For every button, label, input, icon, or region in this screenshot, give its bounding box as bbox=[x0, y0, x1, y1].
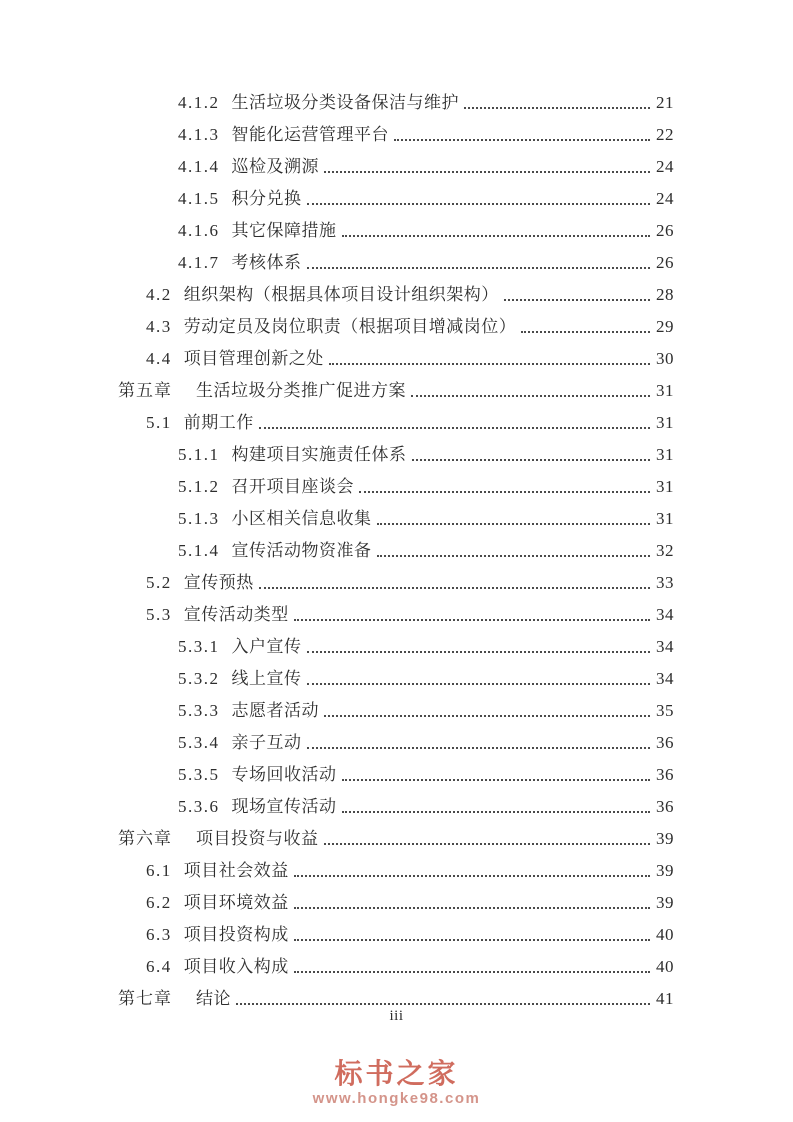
toc-page-number: 21 bbox=[656, 93, 674, 113]
toc-entry-title: 项目环境效益 bbox=[183, 893, 289, 913]
toc-entry-title: 积分兑换 bbox=[231, 189, 302, 209]
toc-dot-leader bbox=[342, 235, 651, 237]
toc-page-number: 36 bbox=[656, 797, 674, 817]
toc-entry-number: 5.3.3 bbox=[178, 701, 220, 721]
toc-entry-title: 项目管理创新之处 bbox=[183, 349, 324, 369]
toc-entry-number: 4.3 bbox=[146, 317, 172, 337]
toc-entry-number: 4.1.6 bbox=[178, 221, 220, 241]
toc-dot-leader bbox=[411, 395, 650, 397]
toc-entry-title: 生活垃圾分类设备保洁与维护 bbox=[231, 93, 459, 113]
toc-entry-number: 5.3 bbox=[146, 605, 172, 625]
toc-entry-title: 现场宣传活动 bbox=[231, 797, 337, 817]
watermark-logo-text: 标书之家 bbox=[334, 1058, 459, 1089]
toc-page-number: 41 bbox=[656, 989, 674, 1009]
toc-entry-title: 巡检及溯源 bbox=[231, 157, 319, 177]
toc-entry-number: 4.1.2 bbox=[178, 93, 220, 113]
toc-dot-leader bbox=[394, 139, 650, 141]
toc-dot-leader bbox=[329, 363, 650, 365]
toc-dot-leader bbox=[307, 267, 651, 269]
toc-entry-title: 宣传活动物资准备 bbox=[231, 541, 372, 561]
toc-page-number: 34 bbox=[656, 637, 674, 657]
toc-dot-leader bbox=[359, 491, 650, 493]
watermark-url: www.hongke98.com bbox=[312, 1090, 481, 1108]
toc-page-number: 39 bbox=[656, 893, 674, 913]
toc-entry-title: 劳动定员及岗位职责（根据项目增减岗位） bbox=[183, 317, 517, 337]
toc-entry-title: 前期工作 bbox=[183, 413, 254, 433]
toc-entry-title: 项目收入构成 bbox=[183, 957, 289, 977]
toc-page-number: 39 bbox=[656, 829, 674, 849]
toc-entry[interactable] bbox=[118, 503, 674, 535]
toc-dot-leader bbox=[377, 523, 651, 525]
toc-dot-leader bbox=[259, 587, 650, 589]
toc-page-number: 28 bbox=[656, 285, 674, 305]
toc-entry-number: 5.3.6 bbox=[178, 797, 220, 817]
toc-page-number: 31 bbox=[656, 509, 674, 529]
toc-entry-number: 第七章 bbox=[118, 989, 172, 1009]
toc-dot-leader bbox=[294, 971, 650, 973]
toc-page-number: 40 bbox=[656, 925, 674, 945]
toc-dot-leader bbox=[307, 651, 651, 653]
toc-dot-leader bbox=[377, 555, 651, 557]
toc-entry-title: 构建项目实施责任体系 bbox=[231, 445, 407, 465]
toc-entry-number: 5.1.1 bbox=[178, 445, 220, 465]
toc-entry[interactable] bbox=[118, 663, 674, 695]
toc-entry-number: 4.1.3 bbox=[178, 125, 220, 145]
toc-page-number: 30 bbox=[656, 349, 674, 369]
toc-entry-number: 4.1.4 bbox=[178, 157, 220, 177]
toc-entry[interactable] bbox=[118, 215, 674, 247]
toc-dot-leader bbox=[294, 875, 650, 877]
toc-entry[interactable] bbox=[118, 599, 674, 631]
toc-entry[interactable] bbox=[118, 791, 674, 823]
toc-entry-number: 4.1.7 bbox=[178, 253, 220, 273]
toc-page-number: 36 bbox=[656, 733, 674, 753]
toc-entry-title: 项目投资构成 bbox=[183, 925, 289, 945]
toc-entry[interactable] bbox=[118, 471, 674, 503]
toc-entry-title: 结论 bbox=[196, 989, 231, 1009]
toc-page-number: 32 bbox=[656, 541, 674, 561]
toc-page-number: 22 bbox=[656, 125, 674, 145]
toc-entry[interactable] bbox=[118, 311, 674, 343]
toc-entry-title: 项目投资与收益 bbox=[196, 829, 319, 849]
toc-page-number: 35 bbox=[656, 701, 674, 721]
toc-entry-number: 4.4 bbox=[146, 349, 172, 369]
toc-page-number: 34 bbox=[656, 669, 674, 689]
toc-dot-leader bbox=[294, 907, 650, 909]
toc-entry[interactable] bbox=[118, 247, 674, 279]
toc-entry-number: 6.4 bbox=[146, 957, 172, 977]
toc-dot-leader bbox=[307, 683, 651, 685]
toc-entry[interactable] bbox=[118, 535, 674, 567]
toc-entry-title: 专场回收活动 bbox=[231, 765, 337, 785]
toc-dot-leader bbox=[342, 811, 651, 813]
toc-entry-title: 智能化运营管理平台 bbox=[231, 125, 389, 145]
toc-dot-leader bbox=[412, 459, 651, 461]
toc-page-number: 39 bbox=[656, 861, 674, 881]
toc-entry-number: 5.2 bbox=[146, 573, 172, 593]
toc-entry-number: 5.3.2 bbox=[178, 669, 220, 689]
toc-page-number: 24 bbox=[656, 157, 674, 177]
toc-entry[interactable] bbox=[118, 87, 674, 119]
toc-dot-leader bbox=[294, 619, 650, 621]
toc-entry-number: 第五章 bbox=[118, 381, 172, 401]
toc-entry-title: 组织架构（根据具体项目设计组织架构） bbox=[183, 285, 499, 305]
toc-entry[interactable] bbox=[118, 375, 674, 407]
toc-entry[interactable] bbox=[118, 855, 674, 887]
toc-page-number: 26 bbox=[656, 253, 674, 273]
toc-page-number: 31 bbox=[656, 445, 674, 465]
toc-entry-title: 生活垃圾分类推广促进方案 bbox=[196, 381, 406, 401]
toc-dot-leader bbox=[307, 203, 651, 205]
toc-entry[interactable] bbox=[118, 407, 674, 439]
toc-dot-leader bbox=[236, 1003, 650, 1005]
toc-dot-leader bbox=[464, 107, 650, 109]
toc-entry-title: 项目社会效益 bbox=[183, 861, 289, 881]
toc-entry[interactable] bbox=[118, 951, 674, 983]
toc-entry-number: 5.3.5 bbox=[178, 765, 220, 785]
toc-entry[interactable] bbox=[118, 695, 674, 727]
toc-page-number: 34 bbox=[656, 605, 674, 625]
toc-entry[interactable] bbox=[118, 151, 674, 183]
toc-page-number: 31 bbox=[656, 413, 674, 433]
toc-entry-number: 第六章 bbox=[118, 829, 172, 849]
toc-entry-title: 线上宣传 bbox=[231, 669, 302, 689]
toc bbox=[118, 87, 674, 1015]
toc-entry-title: 入户宣传 bbox=[231, 637, 302, 657]
toc-entry[interactable] bbox=[118, 279, 674, 311]
footer-page-number: iii bbox=[389, 1008, 404, 1024]
toc-entry-number: 5.1.3 bbox=[178, 509, 220, 529]
toc-entry[interactable] bbox=[118, 631, 674, 663]
toc-entry-title: 宣传预热 bbox=[183, 573, 254, 593]
toc-entry-number: 5.1.2 bbox=[178, 477, 220, 497]
toc-page-number: 36 bbox=[656, 765, 674, 785]
toc-page-number: 31 bbox=[656, 477, 674, 497]
toc-entry-number: 5.3.4 bbox=[178, 733, 220, 753]
toc-entry-number: 5.1.4 bbox=[178, 541, 220, 561]
toc-page-number: 33 bbox=[656, 573, 674, 593]
toc-entry-title: 志愿者活动 bbox=[231, 701, 319, 721]
toc-entry[interactable] bbox=[118, 119, 674, 151]
toc-entry-title: 召开项目座谈会 bbox=[231, 477, 354, 497]
toc-entry[interactable] bbox=[118, 727, 674, 759]
toc-entry[interactable] bbox=[118, 183, 674, 215]
toc-entry[interactable] bbox=[118, 823, 674, 855]
toc-entry[interactable] bbox=[118, 759, 674, 791]
toc-dot-leader bbox=[324, 715, 650, 717]
toc-entry[interactable] bbox=[118, 887, 674, 919]
toc-entry-title: 宣传活动类型 bbox=[183, 605, 289, 625]
toc-page-number: 31 bbox=[656, 381, 674, 401]
toc-entry-number: 5.1 bbox=[146, 413, 172, 433]
toc-dot-leader bbox=[521, 331, 650, 333]
toc-entry-number: 6.3 bbox=[146, 925, 172, 945]
toc-entry-number: 6.1 bbox=[146, 861, 172, 881]
toc-entry-number: 4.2 bbox=[146, 285, 172, 305]
toc-entry-number: 4.1.5 bbox=[178, 189, 220, 209]
toc-dot-leader bbox=[324, 843, 651, 845]
toc-entry-title: 亲子互动 bbox=[231, 733, 302, 753]
toc-entry-title: 考核体系 bbox=[231, 253, 302, 273]
toc-dot-leader bbox=[294, 939, 650, 941]
toc-page-number: 29 bbox=[656, 317, 674, 337]
toc-entry-title: 其它保障措施 bbox=[231, 221, 337, 241]
watermark bbox=[0, 1059, 793, 1107]
toc-entry-number: 6.2 bbox=[146, 893, 172, 913]
toc-dot-leader bbox=[307, 747, 651, 749]
toc-entry[interactable] bbox=[118, 439, 674, 471]
toc-entry[interactable] bbox=[118, 919, 674, 951]
toc-dot-leader bbox=[342, 779, 651, 781]
toc-dot-leader bbox=[504, 299, 650, 301]
toc-page-number: 40 bbox=[656, 957, 674, 977]
toc-dot-leader bbox=[324, 171, 650, 173]
toc-page-number: 24 bbox=[656, 189, 674, 209]
toc-entry-number: 5.3.1 bbox=[178, 637, 220, 657]
toc-entry-title: 小区相关信息收集 bbox=[231, 509, 372, 529]
toc-page-number: 26 bbox=[656, 221, 674, 241]
toc-entry[interactable] bbox=[118, 567, 674, 599]
toc-entry[interactable] bbox=[118, 343, 674, 375]
toc-dot-leader bbox=[259, 427, 650, 429]
